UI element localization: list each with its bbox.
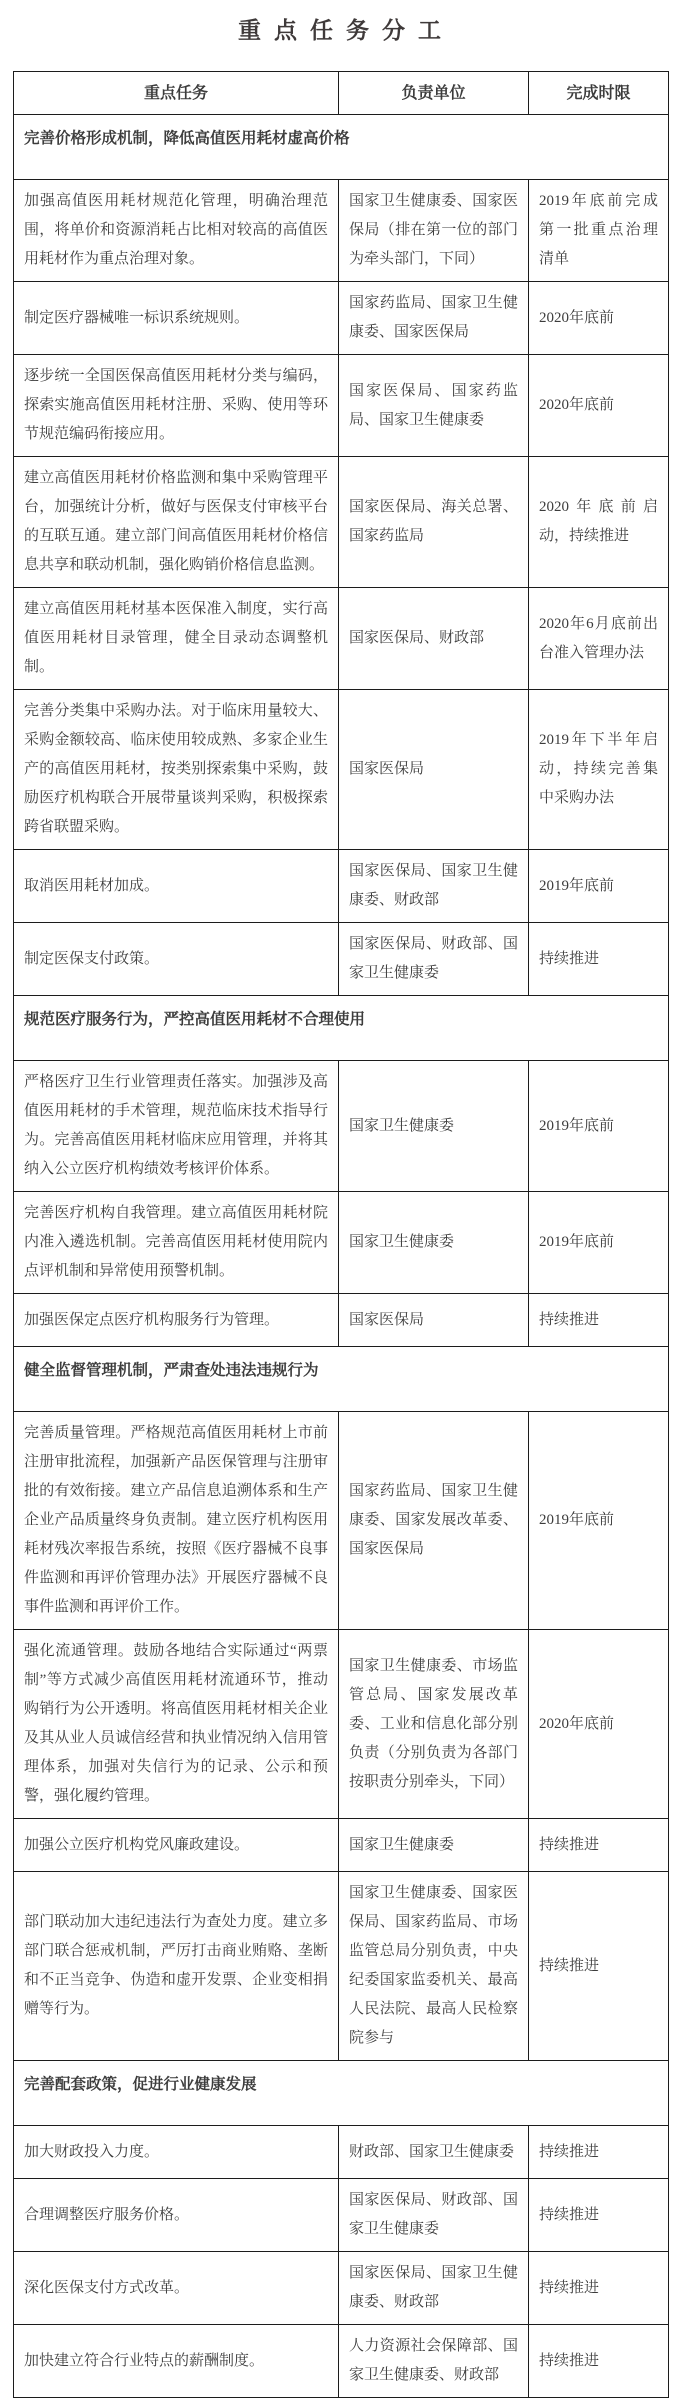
section-row bbox=[14, 115, 669, 180]
deadline-cell: 2020年6月底前出台准入管理办法 bbox=[529, 588, 669, 690]
unit-cell: 国家医保局 bbox=[339, 690, 529, 850]
task-cell: 部门联动加大违纪违法行为查处力度。建立多部门联合惩戒机制，严厉打击商业贿赂、垄断和不正当竞争、伪造和虚开发票、企业变相捐赠等行为。 bbox=[14, 1872, 339, 2061]
unit-cell: 国家卫生健康委、国家医保局（排在第一位的部门为牵头部门，下同） bbox=[339, 180, 529, 282]
unit-cell: 国家医保局 bbox=[339, 1294, 529, 1347]
unit-cell: 国家医保局、财政部、国家卫生健康委 bbox=[339, 2179, 529, 2252]
unit-cell: 国家医保局、国家药监局、国家卫生健康委 bbox=[339, 355, 529, 457]
tasks-table bbox=[13, 71, 669, 2398]
task-cell: 取消医用耗材加成。 bbox=[14, 850, 339, 923]
task-cell: 建立高值医用耗材基本医保准入制度，实行高值医用耗材目录管理，健全目录动态调整机制。 bbox=[14, 588, 339, 690]
header-task: 重点任务 bbox=[14, 72, 339, 115]
deadline-cell: 持续推进 bbox=[529, 1872, 669, 2061]
unit-cell: 国家卫生健康委 bbox=[339, 1061, 529, 1192]
page-title: 重点任务分工 bbox=[238, 17, 454, 43]
table-row bbox=[14, 2126, 669, 2179]
unit-cell: 国家医保局、国家卫生健康委、财政部 bbox=[339, 850, 529, 923]
deadline-cell: 2020年底前 bbox=[529, 1630, 669, 1819]
deadline-cell: 持续推进 bbox=[529, 1819, 669, 1872]
table-row bbox=[14, 2325, 669, 2398]
unit-cell: 国家医保局、国家卫生健康委、财政部 bbox=[339, 2252, 529, 2325]
unit-cell: 国家卫生健康委 bbox=[339, 1819, 529, 1872]
task-cell: 严格医疗卫生行业管理责任落实。加强涉及高值医用耗材的手术管理，规范临床技术指导行为。完善高值医用耗材临床应用管理，并将其纳入公立医疗机构绩效考核评价体系。 bbox=[14, 1061, 339, 1192]
task-cell: 加快建立符合行业特点的薪酬制度。 bbox=[14, 2325, 339, 2398]
task-cell: 深化医保支付方式改革。 bbox=[14, 2252, 339, 2325]
task-cell: 建立高值医用耗材价格监测和集中采购管理平台，加强统计分析，做好与医保支付审核平台的互联互通。建立部门间高值医用耗材价格信息共享和联动机制，强化购销价格信息监测。 bbox=[14, 457, 339, 588]
deadline-cell: 持续推进 bbox=[529, 2126, 669, 2179]
unit-cell: 财政部、国家卫生健康委 bbox=[339, 2126, 529, 2179]
table-row bbox=[14, 457, 669, 588]
table-row bbox=[14, 1294, 669, 1347]
task-cell: 加强高值医用耗材规范化管理，明确治理范围，将单价和资源消耗占比相对较高的高值医用耗材作为重点治理对象。 bbox=[14, 180, 339, 282]
task-cell: 加大财政投入力度。 bbox=[14, 2126, 339, 2179]
table-row bbox=[14, 588, 669, 690]
table-row bbox=[14, 282, 669, 355]
unit-cell: 国家卫生健康委、市场监管总局、国家发展改革委、工业和信息化部分别负责（分别负责为各部门按职责分别牵头，下同） bbox=[339, 1630, 529, 1819]
deadline-cell: 2020年底前 bbox=[529, 355, 669, 457]
unit-cell: 国家卫生健康委、国家医保局、国家药监局、市场监管总局分别负责，中央纪委国家监委机关、最高人民法院、最高人民检察院参与 bbox=[339, 1872, 529, 2061]
section-title: 完善配套政策，促进行业健康发展 bbox=[14, 2061, 669, 2126]
unit-cell: 国家医保局、财政部 bbox=[339, 588, 529, 690]
deadline-cell: 2019年底前 bbox=[529, 1061, 669, 1192]
unit-cell: 国家药监局、国家卫生健康委、国家医保局 bbox=[339, 282, 529, 355]
table-row bbox=[14, 2179, 669, 2252]
table-row bbox=[14, 1630, 669, 1819]
table-row bbox=[14, 1412, 669, 1630]
deadline-cell: 2020年底前 bbox=[529, 282, 669, 355]
table-header-row bbox=[14, 72, 669, 115]
deadline-cell: 持续推进 bbox=[529, 923, 669, 996]
task-cell: 强化流通管理。鼓励各地结合实际通过“两票制”等方式减少高值医用耗材流通环节，推动购销行为公开透明。将高值医用耗材相关企业及其从业人员诚信经营和执业情况纳入信用管理体系，加强对失信行为的记录、公示和预警，强化履约管理。 bbox=[14, 1630, 339, 1819]
table-row bbox=[14, 850, 669, 923]
table-row bbox=[14, 923, 669, 996]
deadline-cell: 持续推进 bbox=[529, 2252, 669, 2325]
task-cell: 加强医保定点医疗机构服务行为管理。 bbox=[14, 1294, 339, 1347]
task-cell: 制定医保支付政策。 bbox=[14, 923, 339, 996]
section-row bbox=[14, 996, 669, 1061]
unit-cell: 国家医保局、财政部、国家卫生健康委 bbox=[339, 923, 529, 996]
section-row bbox=[14, 2061, 669, 2126]
deadline-cell: 持续推进 bbox=[529, 2325, 669, 2398]
task-cell: 完善质量管理。严格规范高值医用耗材上市前注册审批流程，加强新产品医保管理与注册审批的有效衔接。建立产品信息追溯体系和生产企业产品质量终身负责制。建立医疗机构医用耗材残次率报告系统，按照《医疗器械不良事件监测和再评价管理办法》开展医疗器械不良事件监测和再评价工作。 bbox=[14, 1412, 339, 1630]
header-unit: 负责单位 bbox=[339, 72, 529, 115]
deadline-cell: 持续推进 bbox=[529, 1294, 669, 1347]
table-row bbox=[14, 355, 669, 457]
task-cell: 完善医疗机构自我管理。建立高值医用耗材院内准入遴选机制。完善高值医用耗材使用院内点评机制和异常使用预警机制。 bbox=[14, 1192, 339, 1294]
deadline-cell: 2019年底前完成第一批重点治理清单 bbox=[529, 180, 669, 282]
deadline-cell: 2020年底前启动，持续推进 bbox=[529, 457, 669, 588]
section-title: 健全监督管理机制，严肃查处违法违规行为 bbox=[14, 1347, 669, 1412]
section-title: 规范医疗服务行为，严控高值医用耗材不合理使用 bbox=[14, 996, 669, 1061]
header-deadline: 完成时限 bbox=[529, 72, 669, 115]
table-row bbox=[14, 1061, 669, 1192]
table-row bbox=[14, 2252, 669, 2325]
task-cell: 制定医疗器械唯一标识系统规则。 bbox=[14, 282, 339, 355]
task-cell: 逐步统一全国医保高值医用耗材分类与编码，探索实施高值医用耗材注册、采购、使用等环节规范编码衔接应用。 bbox=[14, 355, 339, 457]
section-row bbox=[14, 1347, 669, 1412]
section-title: 完善价格形成机制，降低高值医用耗材虚高价格 bbox=[14, 115, 669, 180]
table-row bbox=[14, 180, 669, 282]
task-cell: 加强公立医疗机构党风廉政建设。 bbox=[14, 1819, 339, 1872]
unit-cell: 国家药监局、国家卫生健康委、国家发展改革委、国家医保局 bbox=[339, 1412, 529, 1630]
unit-cell: 人力资源社会保障部、国家卫生健康委、财政部 bbox=[339, 2325, 529, 2398]
table-row bbox=[14, 1872, 669, 2061]
table-row bbox=[14, 690, 669, 850]
table-row bbox=[14, 1819, 669, 1872]
table-row bbox=[14, 1192, 669, 1294]
deadline-cell: 2019年底前 bbox=[529, 1412, 669, 1630]
deadline-cell: 2019年底前 bbox=[529, 850, 669, 923]
task-cell: 完善分类集中采购办法。对于临床用量较大、采购金额较高、临床使用较成熟、多家企业生产的高值医用耗材，按类别探索集中采购，鼓励医疗机构联合开展带量谈判采购，积极探索跨省联盟采购。 bbox=[14, 690, 339, 850]
deadline-cell: 2019年底前 bbox=[529, 1192, 669, 1294]
deadline-cell: 2019年下半年启动，持续完善集中采购办法 bbox=[529, 690, 669, 850]
deadline-cell: 持续推进 bbox=[529, 2179, 669, 2252]
unit-cell: 国家医保局、海关总署、国家药监局 bbox=[339, 457, 529, 588]
unit-cell: 国家卫生健康委 bbox=[339, 1192, 529, 1294]
task-cell: 合理调整医疗服务价格。 bbox=[14, 2179, 339, 2252]
